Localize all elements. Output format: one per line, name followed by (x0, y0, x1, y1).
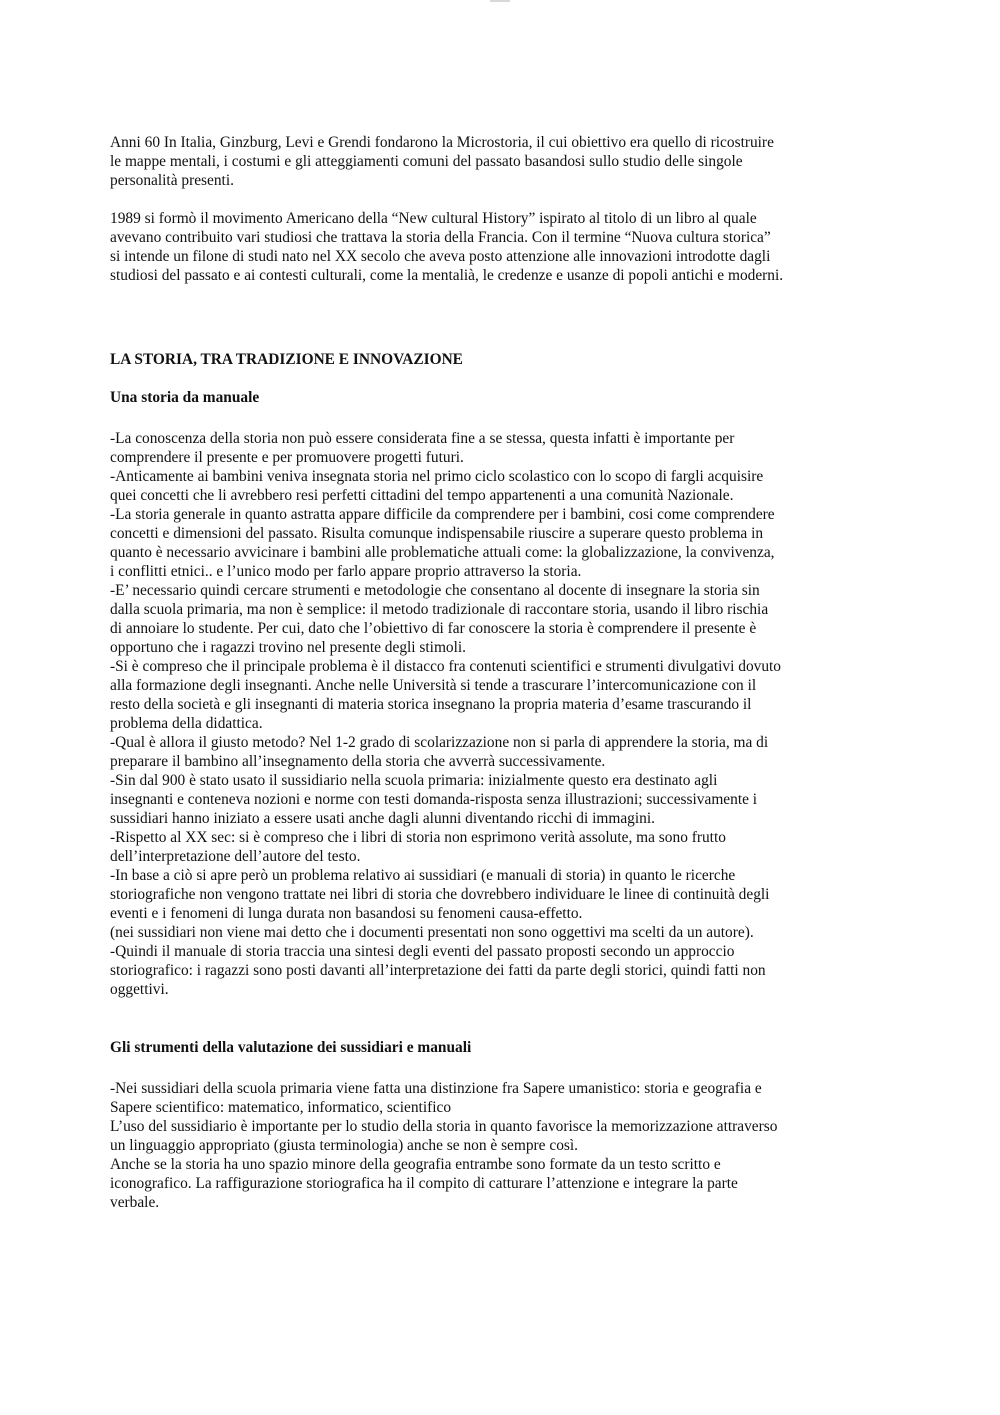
section-body (110, 429, 900, 999)
text-line: storiografico: i ragazzi sono posti davanti all’interpretazione dei fatti da parte degli storici, quindi fatti non (110, 962, 766, 979)
intro-paragraph-1 (110, 133, 900, 190)
text-line: Anni 60 In Italia, Ginzburg, Levi e Grendi fondarono la Microstoria, il cui obiettivo era quello di ricostruire (110, 134, 774, 151)
text-line: (nei sussidiari non viene mai detto che i documenti presentati non sono oggettivi ma scelti da un autore). (110, 924, 754, 941)
text-line: comprendere il presente e per promuovere progetti futuri. (110, 449, 464, 466)
text-line: alla formazione degli insegnanti. Anche nelle Università si tende a trascurare l’intercomunicazione con il (110, 677, 757, 694)
text-line: -E’ necessario quindi cercare strumenti e metodologie che consentano al docente di insegnare la storia sin (110, 582, 760, 599)
text-line: i conflitti etnici.. e l’unico modo per farlo appare proprio attraverso la storia. (110, 563, 582, 580)
text-line: concetti e dimensioni del passato. Risulta comunque indispensabile riuscire a superare questo problema in (110, 525, 764, 542)
text-line: oggettivi. (110, 981, 169, 998)
text-line: studiosi del passato e ai contesti culturali, come la mentalià, le credenze e usanze di popoli antichi e moderni. (110, 267, 784, 284)
text-line: insegnanti e conteneva nozioni e norme con testi domanda-risposta senza illustrazioni; successivamente i (110, 791, 758, 808)
text-line: personalità presenti. (110, 172, 234, 189)
section-subtitle: Una storia da manuale (110, 389, 260, 406)
text-line: dell’interpretazione dell’autore del testo. (110, 848, 361, 865)
text-line: dalla scuola primaria, ma non è semplice: il metodo tradizionale di raccontare storia, usando il libro rischia (110, 601, 769, 618)
text-line: avevano contribuito vari studiosi che trattava la storia della Francia. Con il termine “Nuova cultura storica” (110, 229, 771, 246)
text-line: L’uso del sussidiario è importante per lo studio della storia in quanto favorisce la memorizzazione attraverso (110, 1118, 778, 1135)
text-line: problema della didattica. (110, 715, 263, 732)
text-line: un linguaggio appropriato (giusta terminologia) anche se non è sempre così. (110, 1137, 579, 1154)
text-line: quanto è necessario avvicinare i bambini alle problematiche attuali come: la globalizzazione, la convivenza, (110, 544, 775, 561)
text-line: eventi e i fenomeni di lunga durata non basandosi su fenomeni causa-effetto. (110, 905, 583, 922)
text-line: sussidiari hanno iniziato a essere usati anche dagli alunni diventando ricchi di immagini. (110, 810, 655, 827)
text-line: opportuno che i ragazzi trovino nel presente degli stimoli. (110, 639, 467, 656)
text-line: -Qual è allora il giusto metodo? Nel 1-2 grado di scolarizzazione non si parla di apprendere la storia, ma di (110, 734, 769, 751)
text-line: 1989 si formò il movimento Americano della “New cultural History” ispirato al titolo di un libro al quale (110, 210, 757, 227)
text-line: di annoiare lo studente. Per cui, dato che l’obiettivo di far conoscere la storia è comprendere il presente è (110, 620, 757, 637)
section-title: LA STORIA, TRA TRADIZIONE E INNOVAZIONE (110, 351, 463, 368)
text-line: -La storia generale in quanto astratta appare difficile da comprendere per i bambini, cosi come comprendere (110, 506, 775, 523)
text-line: le mappe mentali, i costumi e gli atteggiamenti comuni del passato basandosi sullo studio delle singole (110, 153, 743, 170)
text-line: si intende un filone di studi nato nel XX secolo che aveva posto attenzione alle innovazioni introdotte dagli (110, 248, 771, 265)
text-line: -Anticamente ai bambini veniva insegnata storia nel primo ciclo scolastico con lo scopo di fargli acquisire (110, 468, 764, 485)
text-line: -Nei sussidiari della scuola primaria viene fatta una distinzione fra Sapere umanistico: storia e geografia e (110, 1080, 762, 1097)
text-line: verbale. (110, 1194, 160, 1211)
text-line: -Rispetto al XX sec: si è compreso che i libri di storia non esprimono verità assolute, ma sono frutto (110, 829, 726, 846)
section-body-2 (110, 1079, 900, 1212)
text-line: -Quindi il manuale di storia traccia una sintesi degli eventi del passato proposti secondo un approccio (110, 943, 735, 960)
intro-paragraph-2 (110, 209, 900, 285)
text-line: preparare il bambino all’insegnamento della storia che avverrà successivamente. (110, 753, 606, 770)
header-mark (490, 0, 510, 2)
text-line: storiografiche non vengono trattate nei libri di storia che dovrebbero individuare le linee di continuità degli (110, 886, 770, 903)
text-line: Sapere scientifico: matematico, informatico, scientifico (110, 1099, 452, 1116)
text-line: -Si è compreso che il principale problema è il distacco fra contenuti scientifici e strumenti divulgativi dovuto (110, 658, 782, 675)
text-line: quei concetti che li avrebbero resi perfetti cittadini del tempo appartenenti a una comunità Nazionale. (110, 487, 734, 504)
text-line: iconografico. La raffigurazione storiografica ha il compito di catturare l’attenzione e integrare la parte (110, 1175, 738, 1192)
text-line: Anche se la storia ha uno spazio minore della geografia entrambe sono formate da un testo scritto e (110, 1156, 721, 1173)
document-page (110, 133, 900, 1212)
text-line: -In base a ciò si apre però un problema relativo ai sussidiari (e manuali di storia) in quanto le ricerche (110, 867, 736, 884)
text-line: resto della società e gli insegnanti di materia storica insegnano la propria materia d’esame trascurando il (110, 696, 752, 713)
text-line: -Sin dal 900 è stato usato il sussidiario nella scuola primaria: inizialmente questo era destinato agli (110, 772, 718, 789)
text-line: -La conoscenza della storia non può essere considerata fine a se stessa, questa infatti è importante per (110, 430, 735, 447)
section-title-2: Gli strumenti della valutazione dei sussidiari e manuali (110, 1039, 472, 1056)
